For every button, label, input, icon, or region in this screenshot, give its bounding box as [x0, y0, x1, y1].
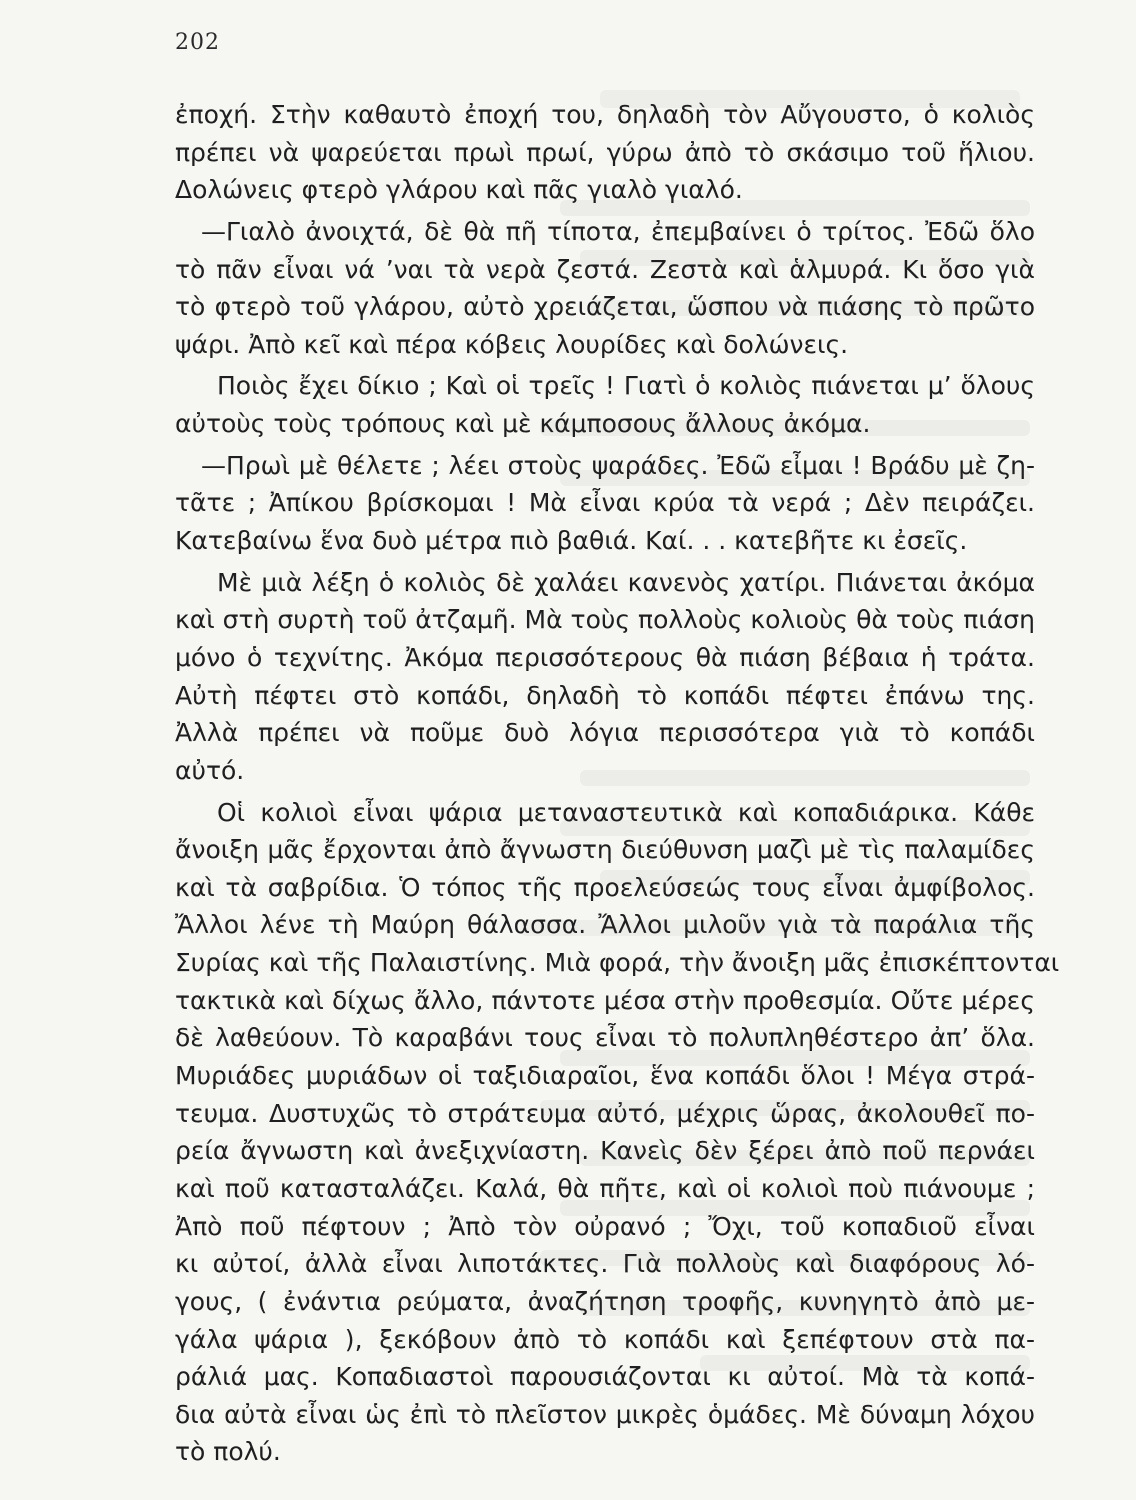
text-line: καὶ στὴ συρτὴ τοῦ ἀτζαμῆ. Μὰ τοὺς πολλοὺς κολιοὺς θὰ τοὺς πιάση — [175, 605, 1035, 635]
text-line: δὲ λαθεύουν. Τὸ καραβάνι τους εἶναι τὸ πολυπληθέστερο ἀπ’ ὅλα. — [175, 1023, 1035, 1053]
text-line: Ἄλλοι λένε τὴ Μαύρη θάλασσα. Ἄλλοι μιλοῦν γιὰ τὰ παράλια τῆς — [175, 910, 1035, 940]
text-line: Μὲ μιὰ λέξη ὁ κολιὸς δὲ χαλάει κανενὸς χατίρι. Πιάνεται ἀκόμα — [217, 567, 1035, 597]
text-line: πρέπει νὰ ψαρεύεται πρωὶ πρωί, γύρω ἀπὸ τὸ σκάσιμο τοῦ ἥλιου. — [175, 137, 1035, 167]
text-line: Συρίας καὶ τῆς Παλαιστίνης. Μιὰ φορά, τὴν ἄνοιξη μᾶς ἐπισκέπτονται — [175, 948, 1060, 978]
text-line: μόνο ὁ τεχνίτης. Ἀκόμα περισσότερους θὰ πιάση βέβαια ἡ τράτα. — [175, 642, 1035, 672]
text-line: τακτικὰ καὶ δίχως ἄλλο, πάντοτε μέσα στὴν προθεσμία. Οὔτε μέρες — [175, 985, 1035, 1015]
text-line: Ποιὸς ἔχει δίκιο ; Καὶ οἱ τρεῖς ! Γιατὶ ὁ κολιὸς πιάνεται μ’ ὅλους — [217, 371, 1035, 401]
text-line: τευμα. Δυστυχῶς τὸ στράτευμα αὐτό, μέχρις ὥρας, ἀκολουθεῖ πο- — [175, 1098, 1035, 1128]
text-line: κι αὐτοί, ἀλλὰ εἶναι λιποτάκτες. Γιὰ πολλοὺς καὶ διαφόρους λό- — [175, 1249, 1035, 1279]
text-line: καὶ ποῦ κατασταλάζει. Καλά, θὰ πῆτε, καὶ οἱ κολιοὶ ποὺ πιάνουμε ; — [175, 1173, 1035, 1203]
text-line: Αὐτὴ πέφτει στὸ κοπάδι, δηλαδὴ τὸ κοπάδι πέφτει ἐπάνω της. — [175, 680, 1035, 710]
text-line: αὐτό. — [175, 755, 245, 785]
text-line: δια αὐτὰ εἶναι ὡς ἐπὶ τὸ πλεῖστον μικρὲς ὁμάδες. Μὲ δύναμη λόχου — [175, 1399, 1035, 1429]
page-number: 202 — [175, 30, 220, 55]
text-line: καὶ τὰ σαβρίδια. Ὁ τόπος τῆς προελεύσεώς τους εἶναι ἀμφίβολος. — [175, 872, 1035, 902]
text-line: Ἀπὸ ποῦ πέφτουν ; Ἀπὸ τὸν οὐρανό ; Ὄχι, τοῦ κοπαδιοῦ εἶναι — [175, 1211, 1035, 1241]
text-line: τᾶτε ; Ἀπίκου βρίσκομαι ! Μὰ εἶναι κρύα τὰ νερά ; Δὲν πειράζει. — [175, 488, 1035, 518]
text-line: ρεία ἄγνωστη καὶ ἀνεξιχνίαστη. Κανεὶς δὲν ξέρει ἀπὸ ποῦ περνάει — [175, 1136, 1035, 1166]
text-line: γους, ( ἐνάντια ρεύματα, ἀναζήτηση τροφῆς, κυνηγητὸ ἀπὸ με- — [175, 1286, 1035, 1316]
text-line: ἄνοιξη μᾶς ἔρχονται ἀπὸ ἄγνωστη διεύθυνση μαζὶ μὲ τὶς παλαμίδες — [175, 835, 1035, 865]
body-text — [175, 96, 1060, 1471]
text-line: —Γιαλὸ ἀνοιχτά, δὲ θὰ πῆ τίποτα, ἐπεμβαίνει ὁ τρίτος. Ἐδῶ ὅλο — [201, 216, 1035, 246]
text-line: Μυριάδες μυριάδων οἱ ταξιδιαραῖοι, ἕνα κοπάδι ὅλοι ! Μέγα στρά- — [175, 1061, 1035, 1091]
text-line: ράλιά μας. Κοπαδιαστοὶ παρουσιάζονται κι αὐτοί. Μὰ τὰ κοπά- — [175, 1362, 1035, 1392]
text-line: ἐποχή. Στὴν καθαυτὸ ἐποχή του, δηλαδὴ τὸν Αὔγουστο, ὁ κολιὸς — [175, 100, 1035, 129]
text-line: γάλα ψάρια ), ξεκόβουν ἀπὸ τὸ κοπάδι καὶ ξεπέφτουν στὰ πα- — [175, 1324, 1035, 1354]
text-line: ψάρι. Ἀπὸ κεῖ καὶ πέρα κόβεις λουρίδες καὶ δολώνεις. — [175, 329, 849, 359]
text-line: Δολώνεις φτερὸ γλάρου καὶ πᾶς γιαλὸ γιαλό. — [175, 175, 743, 205]
text-line: Ἀλλὰ πρέπει νὰ ποῦμε δυὸ λόγια περισσότερα γιὰ τὸ κοπάδι — [175, 718, 1035, 748]
text-line: τὸ πολύ. — [175, 1437, 281, 1467]
text-line: τὸ φτερὸ τοῦ γλάρου, αὐτὸ χρειάζεται, ὥσπου νὰ πιάσης τὸ πρῶτο — [175, 292, 1035, 322]
text-line: Κατεβαίνω ἕνα δυὸ μέτρα πιὸ βαθιά. Καί. . . κατεβῆτε κι ἐσεῖς. — [175, 526, 968, 556]
text-line: Οἱ κολιοὶ εἶναι ψάρια μεταναστευτικὰ καὶ κοπαδιάρικα. Κάθε — [217, 797, 1035, 827]
text-line: —Πρωὶ μὲ θέλετε ; λέει στοὺς ψαράδες. Ἐδῶ εἶμαι ! Βράδυ μὲ ζη- — [201, 450, 1035, 480]
text-line: αὐτοὺς τοὺς τρόπους καὶ μὲ κάμποσους ἄλλους ἀκόμα. — [175, 409, 871, 439]
text-line: τὸ πᾶν εἶναι νά ’ναι τὰ νερὰ ζεστά. Ζεστὰ καὶ ἁλμυρά. Κι ὅσο γιὰ — [175, 254, 1035, 284]
